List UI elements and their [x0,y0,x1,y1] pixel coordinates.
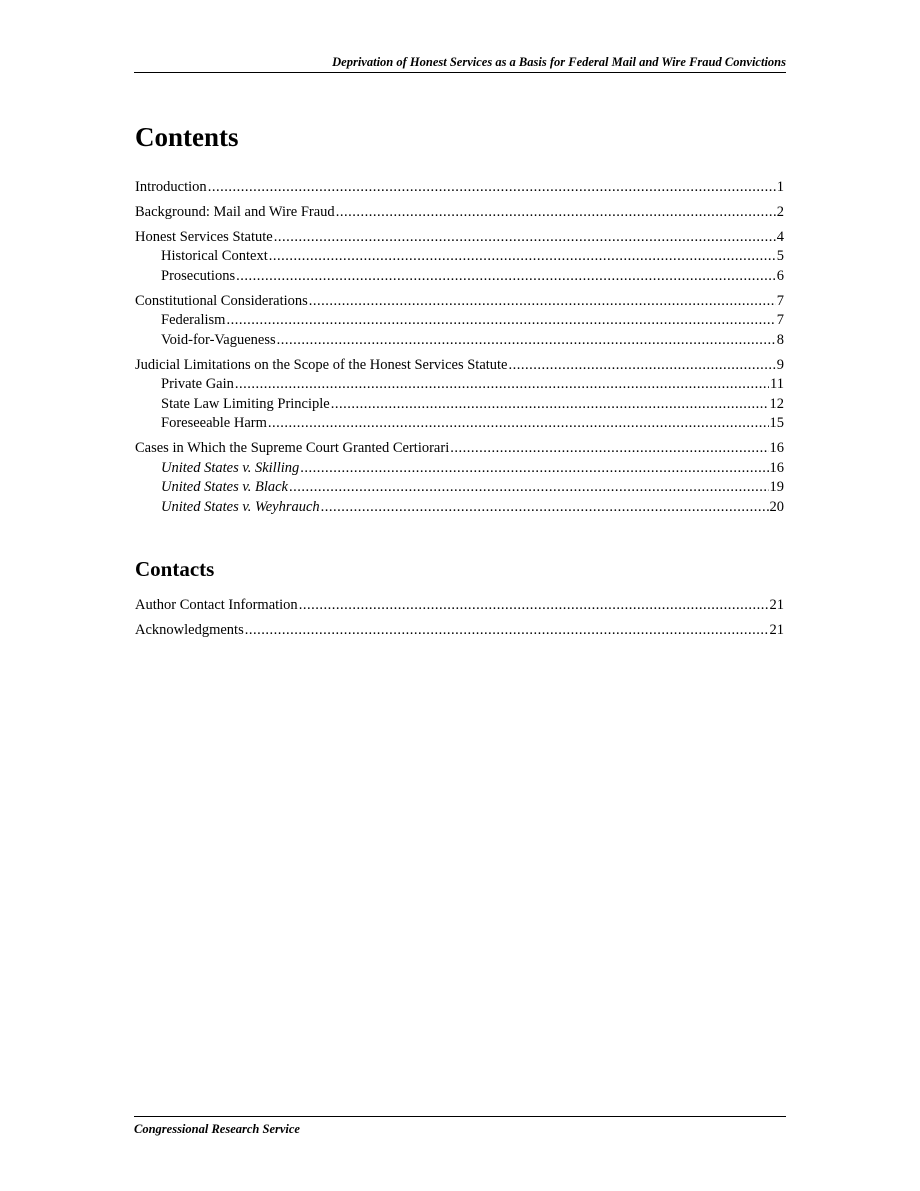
toc-entry-page-number: 19 [769,479,784,495]
toc-entry[interactable] [135,439,784,459]
toc-entry-page-number: 6 [776,267,784,284]
toc-entry-page-number: 16 [769,440,784,456]
toc-entry-label: Void-for-Vagueness [161,331,276,348]
toc-entry[interactable] [135,203,784,223]
dot-leader [509,356,776,376]
toc-entry[interactable] [135,228,784,248]
contacts-heading: Contacts [135,557,215,581]
contacts-list [135,590,784,640]
toc-entry[interactable] [135,311,784,331]
dot-leader [336,203,776,223]
toc-entry[interactable] [135,292,784,312]
toc-entry-page-number: 21 [769,596,784,613]
toc-entry-label: Cases in Which the Supreme Court Granted Certiorari [135,440,450,456]
toc-entry-label: Private Gain [161,376,234,392]
running-header: Deprivation of Honest Services as a Basis for Federal Mail and Wire Fraud Convictions [134,55,786,73]
toc-entry-page-number: 11 [770,376,784,392]
toc-entry-label: United States v. Weyhrauch [161,498,320,515]
toc-entry-label: Constitutional Considerations [135,292,308,309]
toc-entry-label: Foreseeable Harm [161,415,267,431]
toc-entry-page-number: 5 [776,248,784,264]
dot-leader [321,498,769,518]
toc-entry-label: Author Contact Information [135,596,298,613]
toc-entry-label: Honest Services Statute [135,228,273,245]
dot-leader [450,439,768,459]
toc-entry-label: Introduction [135,178,207,195]
dot-leader [236,267,776,287]
toc-entry[interactable] [135,498,784,518]
dot-leader [245,621,769,641]
dot-leader [331,395,769,415]
dot-leader [299,596,769,616]
toc-entry-page-number: 9 [776,356,784,373]
toc-entry-page-number: 2 [776,203,784,220]
toc-entry-label: Judicial Limitations on the Scope of the Honest Services Statute [135,356,508,373]
toc-entry-label: Historical Context [161,248,268,264]
toc-entry-label: Federalism [161,312,226,328]
toc-entry[interactable] [135,459,784,479]
toc-entry-label: United States v. Skilling [161,459,300,476]
toc-entry[interactable] [135,331,784,351]
dot-leader [268,414,769,434]
dot-leader [309,292,776,312]
toc-entry[interactable] [135,395,784,415]
toc-entry[interactable] [135,621,784,641]
dot-leader [208,178,776,198]
contents-heading: Contents [135,122,239,152]
toc-entry-label: State Law Limiting Principle [161,395,330,412]
toc-entry-page-number: 1 [776,178,784,195]
toc-entry-page-number: 7 [776,312,784,328]
toc-entry-page-number: 12 [769,395,784,412]
dot-leader [277,331,776,351]
toc-entry-page-number: 21 [769,621,784,638]
toc-entry[interactable] [135,375,784,395]
toc-entry-page-number: 16 [769,459,784,476]
running-footer: Congressional Research Service [134,1116,786,1137]
toc-entry[interactable] [135,414,784,434]
dot-leader [235,375,769,395]
dot-leader [274,228,776,248]
toc-entry[interactable] [135,478,784,498]
toc-entry-page-number: 4 [776,228,784,245]
toc-entry-page-number: 20 [769,498,784,515]
toc-entry-label: Acknowledgments [135,621,244,638]
toc-entry-label: United States v. Black [161,479,288,495]
toc-entry[interactable] [135,596,784,616]
toc-entry[interactable] [135,267,784,287]
toc-entry-label: Prosecutions [161,267,236,284]
toc-entry-page-number: 7 [776,292,784,309]
toc-entry[interactable] [135,247,784,267]
toc-entry-page-number: 8 [776,331,784,348]
table-of-contents [135,172,784,517]
toc-entry-page-number: 15 [769,415,784,431]
dot-leader [226,311,775,331]
dot-leader [300,459,768,479]
dot-leader [289,478,769,498]
dot-leader [269,247,776,267]
toc-entry-label: Background: Mail and Wire Fraud [135,203,335,220]
toc-entry[interactable] [135,178,784,198]
toc-entry[interactable] [135,356,784,376]
